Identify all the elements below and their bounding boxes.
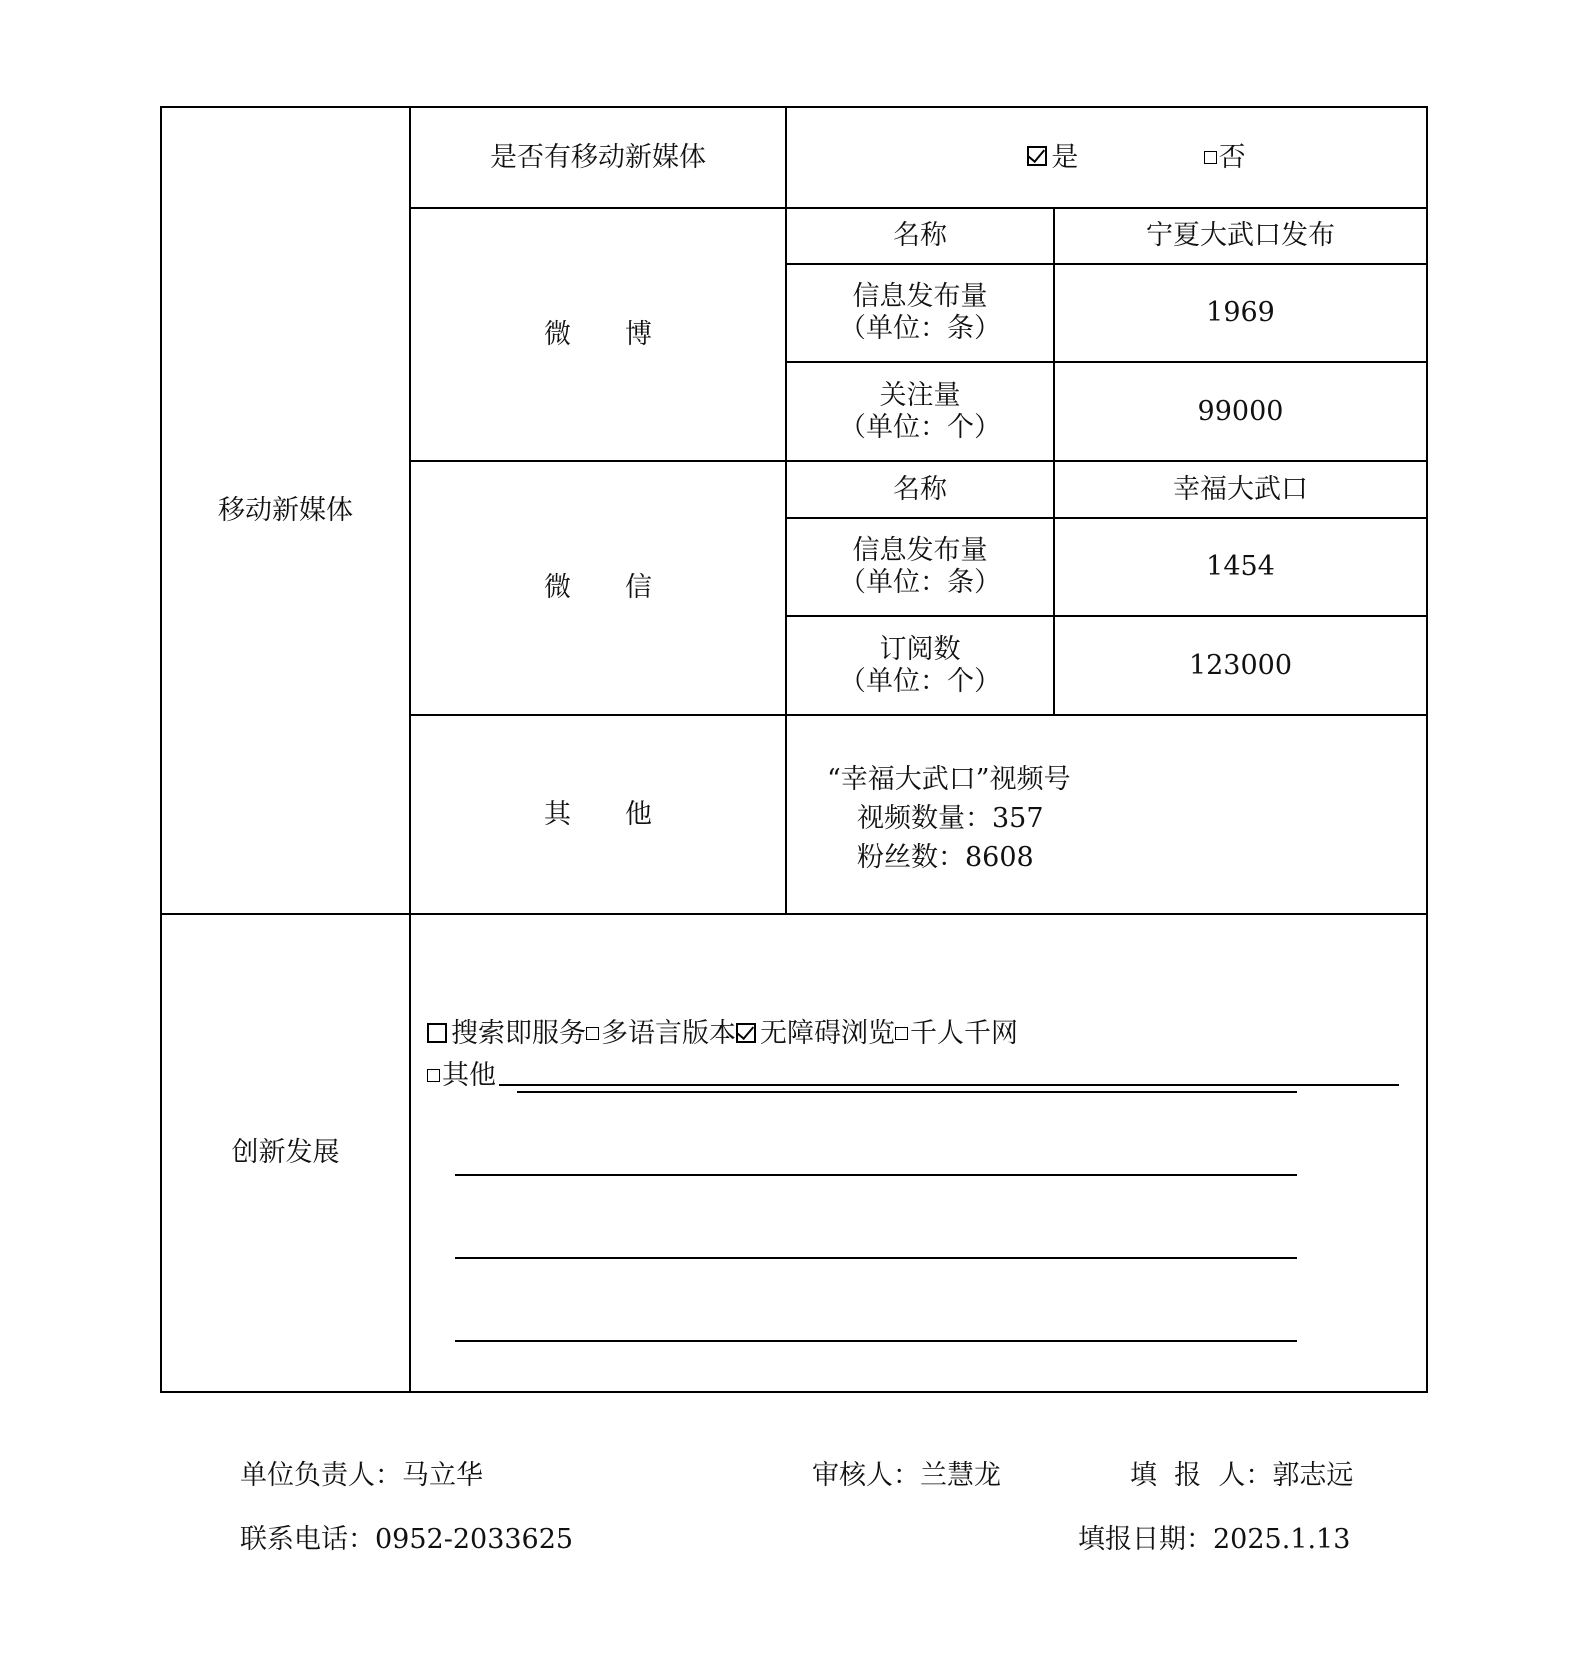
option-multilingual[interactable] [586,1018,736,1049]
checkbox-empty-icon [895,1027,908,1040]
checkbox-empty-icon [427,1023,447,1043]
reviewer: 审核人：兰慧龙 [812,1460,1001,1491]
report-date: 填报日期：2025.1.13 [1078,1524,1351,1555]
media-report-table [160,106,1428,1393]
other-label: 其 他 [410,715,786,914]
has-media-answer [786,107,1427,208]
checkbox-empty-icon [586,1027,599,1040]
wechat-subscribers-value: 123000 [1054,616,1427,715]
blank-line-4[interactable] [455,1340,1297,1342]
other-details [786,715,1427,914]
option-other[interactable] [427,1060,496,1091]
other-line-2: 视频数量：357 [857,803,1044,834]
weibo-followers-key-line1: 关注量 [879,379,961,411]
weibo-posts-key-line2: （单位：条） [839,313,1001,344]
wechat-subscribers-key [786,616,1054,715]
yes-label: 是 [1051,141,1079,173]
other-line-3: 粉丝数：8608 [857,842,1034,873]
no-label: 否 [1218,141,1246,173]
innovation-options-cell [410,914,1427,1392]
section-label-innovation: 创新发展 [161,914,410,1392]
unit-head: 单位负责人：马立华 [240,1460,483,1491]
weibo-name-value: 宁夏大武口发布 [1054,208,1427,264]
option-accessibility[interactable] [736,1018,895,1049]
wechat-name-value: 幸福大武口 [1054,461,1427,518]
weibo-label: 微 博 [410,208,786,461]
weibo-name-key: 名称 [786,208,1054,264]
checkbox-empty-icon [427,1069,440,1082]
option-label: 其他 [442,1060,496,1091]
weibo-followers-key-line2: （单位：个） [839,411,1001,443]
other-line-1: “幸福大武口”视频号 [827,764,1071,795]
wechat-posts-key-line2: （单位：条） [839,567,1001,598]
option-label: 搜索即服务 [451,1018,586,1049]
option-search-service[interactable] [427,1018,586,1049]
weibo-followers-key [786,362,1054,461]
option-personalized[interactable] [895,1018,1018,1049]
wechat-posts-value: 1454 [1054,518,1427,616]
checkbox-checked-icon [736,1023,756,1043]
wechat-name-key: 名称 [786,461,1054,518]
section-label-mobile-media: 移动新媒体 [161,107,410,914]
blank-line-2[interactable] [455,1174,1297,1176]
wechat-subscribers-key-line1: 订阅数 [879,633,961,665]
yes-checkbox[interactable] [1027,142,1087,173]
no-checkbox[interactable] [1204,142,1246,173]
other-underline[interactable] [499,1084,1399,1086]
weibo-posts-key-line1: 信息发布量 [852,281,988,312]
weibo-followers-value: 99000 [1054,362,1427,461]
option-label: 多语言版本 [601,1018,736,1049]
blank-line-3[interactable] [455,1257,1297,1259]
blank-line-1[interactable] [517,1091,1297,1093]
filler: 填 报 人：郭志远 [1130,1460,1354,1491]
wechat-subscribers-key-line2: （单位：个） [839,665,1001,697]
option-label: 千人千网 [910,1018,1018,1049]
weibo-posts-value: 1969 [1054,264,1427,362]
has-media-question: 是否有移动新媒体 [410,107,786,208]
wechat-posts-key-line1: 信息发布量 [852,535,988,566]
wechat-label: 微 信 [410,461,786,715]
option-label: 无障碍浏览 [760,1018,895,1049]
wechat-posts-key [786,518,1054,616]
weibo-posts-key [786,264,1054,362]
checkbox-checked-icon [1027,146,1047,166]
checkbox-empty-icon [1204,151,1217,164]
contact-phone: 联系电话：0952-2033625 [240,1524,574,1555]
